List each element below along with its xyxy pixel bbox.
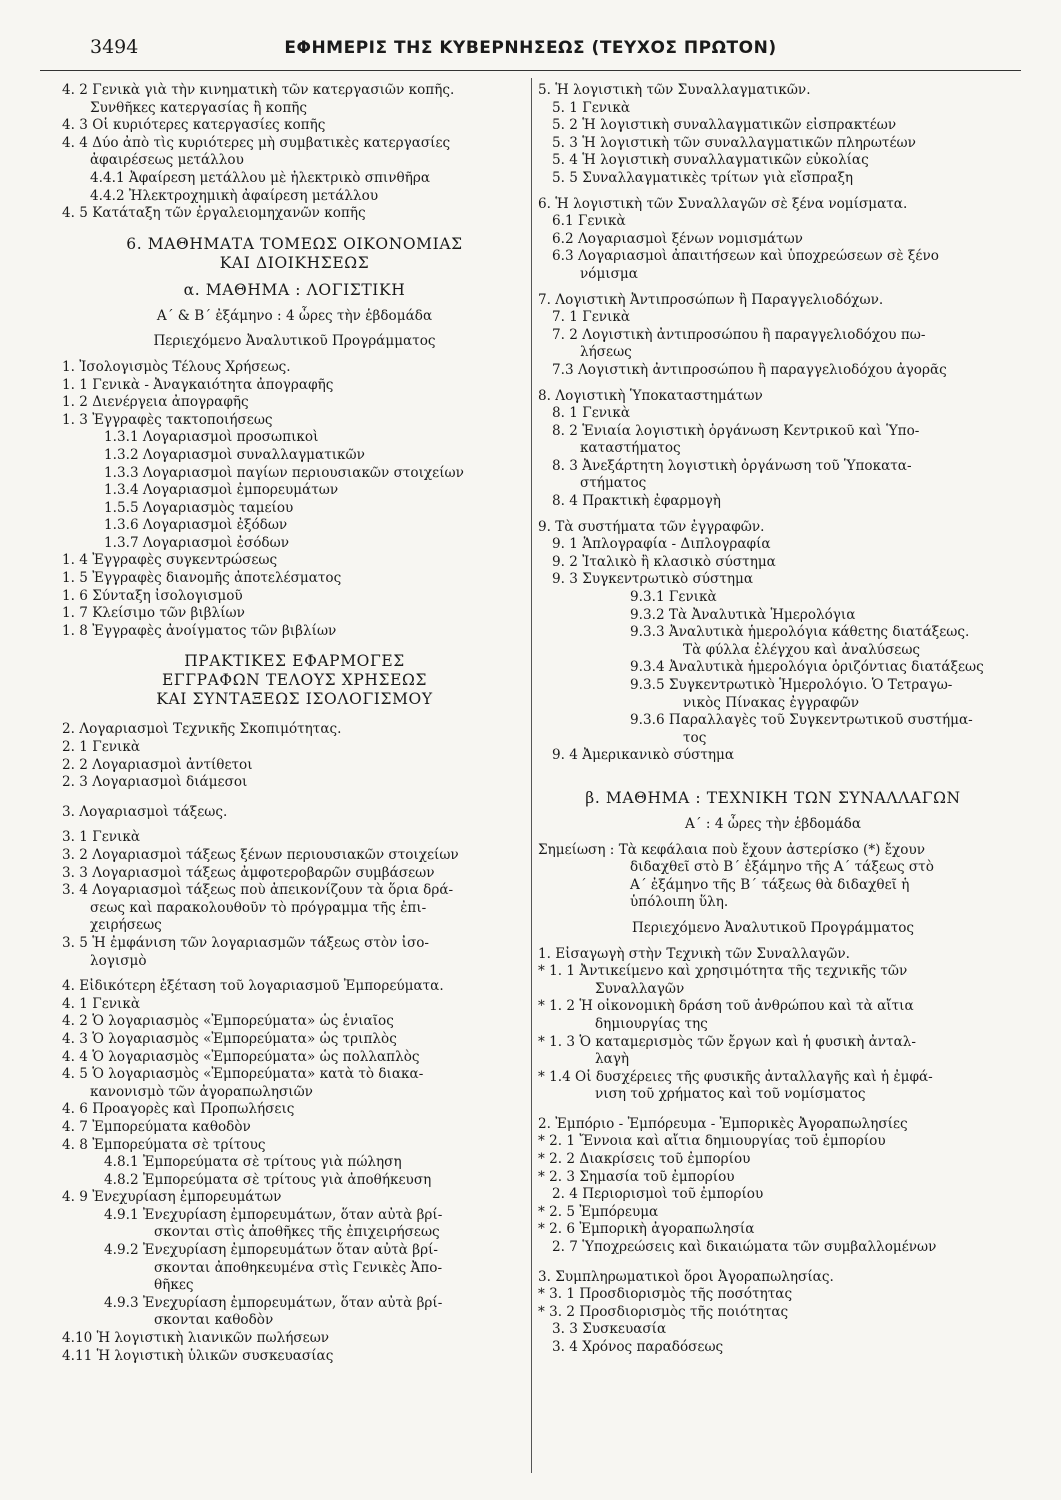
text-line: 1. 5 Ἐγγραφὲς διανομῆς ἀποτελέσματος [62, 570, 342, 587]
text-line: 2. 4 Περιορισμοὶ τοῦ ἐμπορίου [552, 1186, 764, 1203]
spacer [62, 640, 527, 652]
text-line: 9.3.1 Γενικὰ [630, 589, 717, 606]
text-line: 9.3.5 Συγκεντρωτικὸ Ἡμερολόγιο. Ὁ Τετραγω- [630, 677, 953, 693]
text-line: 6.3 Λογαριασμοὶ ἀπαιτήσεων καὶ ὑποχρεώσεων σὲ ξένο [552, 248, 939, 265]
text-line: σεως καὶ παρακολουθοῦν τὸ πρόγραμμα τῆς ἐπι- [90, 899, 427, 916]
text-line: 6.2 Λογαριασμοὶ ξένων νομισμάτων [552, 230, 803, 247]
text-line: θῆκες [154, 1277, 194, 1294]
text-line: * 2. 2 Διακρίσεις τοῦ ἐμπορίου [538, 1151, 751, 1168]
text-line: 1.3.2 Λογαριασμοὶ συναλλαγματικῶν [104, 446, 365, 463]
section-heading: ΠΡΑΚΤΙΚΕΣ ΕΦΑΡΜΟΓΕΣ [184, 652, 405, 671]
text-line: 4.8.1 Ἐμπορεύματα σὲ τρίτους γιὰ πώληση [104, 1154, 402, 1171]
text-line: 4.4.2 Ἠλεκτροχημικὴ ἀφαίρεση μετάλλου [90, 187, 379, 204]
text-line: 1.3.7 Λογαριασμοὶ ἐσόδων [104, 534, 289, 551]
text-line: Τὰ φύλλα ἐλέγχου καὶ ἀναλύσεως [683, 641, 921, 658]
text-line: 3. 4 Χρόνος παραδόσεως [552, 1339, 724, 1355]
text-line: 4.11 Ἡ λογιστικὴ ὑλικῶν συσκευασίας [62, 1347, 334, 1364]
text-line: * 1. 2 Ἡ οἰκονομικὴ δράση τοῦ ἀνθρώπου καὶ τὰ αἴτια [538, 998, 914, 1015]
text-line: 1. 4 Ἐγγραφὲς συγκεντρώσεως [62, 552, 278, 569]
text-line: λαγὴ [595, 1051, 630, 1068]
page-number: 3494 [90, 36, 139, 58]
text-line: * 3. 1 Προσδιορισμὸς τῆς ποσότητας [538, 1286, 793, 1303]
spacer [62, 351, 527, 359]
text-line: 3. 5 Ἡ ἐμφάνιση τῶν λογαριασμῶν τάξεως στὸν ἰσο- [62, 934, 430, 951]
text-line: Α΄ & Β΄ ἐξάμηνο : 4 ὧρες τὴν ἑβδομάδα [156, 307, 433, 324]
gazette-title: ΕΦΗΜΕΡΙΣ ΤΗΣ ΚΥΒΕΡΝΗΣΕΩΣ (ΤΕΥΧΟΣ ΠΡΩΤΟΝ) [284, 38, 777, 58]
text-line: 4. 1 Γενικὰ [62, 995, 141, 1012]
text-line: 7. Λογιστικὴ Ἀντιπροσώπων ἢ Παραγγελιοδόχων. [538, 291, 884, 308]
spacer [538, 1257, 1008, 1269]
text-line: 9.3.6 Παραλλαγὲς τοῦ Συγκεντρωτικοῦ συστήμα- [630, 712, 973, 729]
text-line: 4. 7 Ἐμπορεύματα καθοδὸν [62, 1118, 251, 1135]
text-line: 4.9.1 Ἐνεχυρίαση ἐμπορευμάτων, ὅταν αὐτὰ βρί- [104, 1206, 443, 1223]
text-line: 4. 2 Ὁ λογαριασμὸς «Ἐμπορεύματα» ὡς ἑνιαῖος [62, 1013, 394, 1030]
spacer [538, 834, 1008, 842]
text-line: 3. 3 Λογαριασμοὶ τάξεως ἀμφοτεροβαρῶν συμβάσεων [62, 864, 435, 881]
text-line: 5. 5 Συναλλαγματικὲς τρίτων γιὰ εἴσπραξη [552, 169, 854, 186]
text-line: 4. 5 Κατάταξη τῶν ἐργαλειομηχανῶν κοπῆς [62, 205, 366, 222]
text-line: Σημείωση : Τὰ κεφάλαια ποὺ ἔχουν ἀστερίσκο (*) ἔχουν [538, 841, 925, 858]
text-line: 7.3 Λογιστικὴ ἀντιπροσώπου ἢ παραγγελιοδόχου ἀγορᾶς [552, 361, 947, 378]
text-line: 4. 4 Ὁ λογαριασμὸς «Ἐμπορεύματα» ὡς πολλαπλὸς [62, 1048, 420, 1065]
spacer [62, 970, 527, 978]
text-line: 5. 4 Ἡ λογιστικὴ συναλλαγματικῶν εὐκολίας [552, 152, 869, 169]
text-line: 9.3.2 Τὰ Ἀναλυτικὰ Ἡμερολόγια [630, 606, 856, 623]
text-line: 1. Ἰσολογισμὸς Τέλους Χρήσεως. [62, 358, 291, 375]
text-line: Περιεχόμενο Ἀναλυτικοῦ Προγράμματος [631, 919, 915, 936]
text-line: 9.3.4 Ἀναλυτικὰ ἡμερολόγια ὁριζόντιας διατάξεως [630, 659, 984, 676]
text-line: 9. 1 Ἁπλογραφία - Διπλογραφία [552, 536, 771, 553]
text-line: 4. 4 Δύο ἀπὸ τὶς κυριότερες μὴ συμβατικὲς κατεργασίες [62, 134, 451, 151]
text-line: 4. 3 Οἱ κυριότερες κατεργασίες κοπῆς [62, 117, 326, 134]
column-divider [531, 78, 532, 1473]
section-heading: ΚΑΙ ΔΙΟΙΚΗΣΕΩΣ [219, 253, 370, 272]
spacer [538, 511, 1008, 519]
text-line: * 3. 2 Προσδιορισμὸς τῆς ποιότητας [538, 1303, 789, 1320]
text-line: 1.3.4 Λογαριασμοὶ ἐμπορευμάτων [104, 482, 339, 499]
text-line: 1.3.3 Λογαριασμοὶ παγίων περιουσιακῶν στοιχείων [104, 464, 464, 481]
text-line: 8. 3 Ἀνεξάρτητη λογιστικὴ ὀργάνωση τοῦ Ὑποκατα- [552, 457, 912, 474]
text-line: 3. Λογαριασμοὶ τάξεως. [62, 803, 228, 820]
text-line: 4.10 Ἡ λογιστικὴ λιανικῶν πωλήσεων [62, 1330, 330, 1347]
text-line: * 1. 3 Ὁ καταμερισμὸς τῶν ἔργων καὶ ἡ φυσικὴ ἀνταλ- [538, 1033, 916, 1050]
text-line: 3. 2 Λογαριασμοὶ τάξεως ξένων περιουσιακῶν στοιχείων [62, 847, 459, 863]
spacer [538, 188, 1008, 196]
text-line: 6. Ἡ λογιστικὴ τῶν Συναλλαγῶν σὲ ξένα νομίσματα. [538, 195, 908, 212]
text-line: 2. 1 Γενικὰ [62, 739, 141, 756]
text-line: 4.9.3 Ἐνεχυρίαση ἐμπορευμάτων, ὅταν αὐτὰ βρί- [104, 1294, 443, 1311]
section-heading: ΕΓΓΡΑΦΩΝ ΤΕΛΟΥΣ ΧΡΗΣΕΩΣ [161, 671, 428, 690]
text-line: 3. Συμπληρωματικοὶ ὅροι Ἀγοραπωλησίας. [538, 1268, 834, 1285]
text-line: * 2. 3 Σημασία τοῦ ἐμπορίου [538, 1168, 735, 1185]
text-line: 4. 6 Προαγορὲς καὶ Προπωλήσεις [62, 1101, 295, 1118]
spacer [538, 380, 1008, 388]
text-line: * 2. 5 Ἐμπόρευμα [538, 1203, 659, 1220]
text-line: 1. Εἰσαγωγὴ στὴν Τεχνικὴ τῶν Συναλλαγῶν. [538, 945, 850, 962]
text-line: 1. 1 Γενικὰ - Ἀναγκαιότητα ἀπογραφῆς [62, 376, 334, 393]
text-line: 3. 3 Συσκευασία [552, 1321, 667, 1338]
text-line: 3. 1 Γενικὰ [62, 829, 141, 846]
text-line: 4. 2 Γενικὰ γιὰ τὴν κινηματικὴ τῶν κατεργασιῶν κοπῆς. [62, 82, 455, 98]
text-line: 1. 3 Ἐγγραφὲς τακτοποιήσεως [62, 411, 273, 428]
text-line: νικὸς Πίνακας ἐγγραφῶν [683, 694, 860, 711]
text-line: σκονται καθοδὸν [154, 1312, 274, 1329]
text-line: 1.3.1 Λογαριασμοὶ προσωπικοὶ [104, 429, 319, 446]
spacer [62, 325, 527, 333]
text-line: νιση τοῦ χρήματος καὶ τοῦ νομίσματος [595, 1086, 866, 1103]
spacer [538, 765, 1008, 777]
spacer [62, 273, 527, 281]
text-line: * 1.4 Οἱ δυσχέρειες τῆς φυσικῆς ἀνταλλαγῆς καὶ ἡ ἐμφά- [538, 1068, 933, 1085]
spacer [62, 792, 527, 804]
text-line: χειρήσεως [90, 917, 162, 934]
text-line: 2. 7 Ὑποχρεώσεις καὶ δικαιώματα τῶν συμβαλλομένων [552, 1239, 937, 1256]
text-line: 1. 7 Κλείσιμο τῶν βιβλίων [62, 605, 245, 622]
text-line: 2. Ἐμπόριο - Ἐμπόρευμα - Ἐμπορικὲς Ἀγοραπωλησίες [538, 1115, 908, 1132]
text-line: 5. Ἡ λογιστικὴ τῶν Συναλλαγματικῶν. [538, 82, 811, 98]
text-line: 1.5.5 Λογαριασμὸς ταμείου [104, 499, 294, 516]
text-line: 7. 1 Γενικὰ [552, 309, 631, 326]
text-line: 4. 5 Ὁ λογαριασμὸς «Ἐμπορεύματα» κατὰ τὸ διακα- [62, 1066, 424, 1083]
text-line: 4. 9 Ἐνεχυρίαση ἐμπορευμάτων [62, 1189, 282, 1206]
text-line: 8. 1 Γενικὰ [552, 405, 631, 422]
text-line: 2. 3 Λογαριασμοὶ διάμεσοι [62, 774, 248, 791]
text-line: 9. 3 Συγκεντρωτικὸ σύστημα [552, 571, 754, 588]
text-line: * 2. 6 Ἐμπορικὴ ἀγοραπωλησία [538, 1221, 755, 1238]
text-line: σκονται ἀποθηκευμένα στὶς Γενικὲς Ἀπο- [154, 1259, 443, 1276]
spacer [538, 938, 1008, 946]
text-line: νόμισμα [580, 265, 638, 282]
spacer [538, 284, 1008, 292]
spacer [62, 223, 527, 235]
text-line: 1. 2 Διενέργεια ἀπογραφῆς [62, 394, 249, 411]
section-heading: 6. ΜΑΘΗΜΑΤΑ ΤΟΜΕΩΣ ΟΙΚΟΝΟΜΙΑΣ [126, 234, 463, 253]
text-line: 1. 8 Ἐγγραφὲς ἀνοίγματος τῶν βιβλίων [62, 622, 337, 639]
text-line: 8. Λογιστικὴ Ὑποκαταστημάτων [538, 387, 763, 404]
text-line: Α΄ : 4 ὧρες τὴν ἑβδομάδα [684, 815, 861, 832]
text-line: 2. 2 Λογαριασμοὶ ἀντίθετοι [62, 756, 253, 773]
text-line: λήσεως [580, 344, 632, 361]
text-line: 4. 3 Ὁ λογαριασμὸς «Ἐμπορεύματα» ὡς τριπλὸς [62, 1030, 397, 1047]
text-line: σκονται στὶς ἀποθῆκες τῆς ἐπιχειρήσεως [154, 1224, 440, 1241]
text-line: 9.3.3 Ἀναλυτικὰ ἡμερολόγια κάθετης διατάξεως. [630, 624, 970, 641]
text-line: διδαχθεῖ στὸ Β΄ ἐξάμηνο τῆς Α΄ τάξεως στὸ [630, 859, 934, 876]
left-column [62, 82, 527, 1365]
text-line: 2. Λογαριασμοὶ Τεχνικῆς Σκοπιμότητας. [62, 721, 342, 738]
text-line: λογισμὸ [90, 952, 147, 969]
spacer [538, 1104, 1008, 1116]
text-line: 4. Εἰδικότερη ἐξέταση τοῦ λογαριασμοῦ Ἐμπορεύματα. [62, 978, 444, 995]
text-line: * 1. 1 Ἀντικείμενο καὶ χρησιμότητα τῆς τεχνικῆς τῶν [538, 963, 908, 980]
text-line: 8. 2 Ἑνιαία λογιστικὴ ὀργάνωση Κεντρικοῦ καὶ Ὑπο- [552, 422, 920, 439]
text-line: 7. 2 Λογιστικὴ ἀντιπροσώπου ἢ παραγγελιοδόχου πω- [552, 326, 926, 343]
text-line: ὑπόλοιπη ὕλη. [630, 894, 729, 911]
text-line: δημιουργίας της [595, 1015, 708, 1032]
text-line: 5. 2 Ἡ λογιστικὴ συναλλαγματικῶν εἰσπρακτέων [552, 117, 897, 134]
text-line: στήματος [580, 475, 647, 492]
text-line: 1.3.6 Λογαριασμοὶ ἐξόδων [104, 517, 288, 534]
text-line: ἀφαιρέσεως μετάλλου [90, 152, 244, 169]
text-line: 9. 4 Ἀμερικανικὸ σύστημα [552, 747, 735, 764]
section-heading: ΚΑΙ ΣΥΝΤΑΞΕΩΣ ΙΣΟΛΟΓΙΣΜΟΥ [156, 690, 433, 709]
text-line: 3. 4 Λογαριασμοὶ τάξεως ποὺ ἀπεικονίζουν τὰ ὅρια δρά- [62, 882, 454, 899]
right-column [538, 82, 1008, 1357]
text-line: 4.9.2 Ἐνεχυρίαση ἐμπορευμάτων ὅταν αὐτὰ βρί- [104, 1242, 439, 1259]
text-line: 8. 4 Πρακτικὴ ἐφαρμογὴ [552, 493, 721, 510]
text-line: τος [683, 729, 707, 746]
text-line: Α΄ ἐξάμηνο τῆς Β΄ τάξεως θὰ διδαχθεῖ ἡ [630, 876, 910, 893]
text-line: Περιεχόμενο Ἀναλυτικοῦ Προγράμματος [153, 333, 436, 350]
spacer [538, 777, 1008, 789]
text-line: καταστήματος [580, 440, 681, 457]
spacer [62, 300, 527, 308]
text-line: 5. 1 Γενικὰ [552, 99, 631, 116]
page-header [40, 30, 1021, 71]
text-line: Συνθῆκες κατεργασίας ἢ κοπῆς [90, 99, 308, 116]
text-line: κανονισμὸ τῶν ἀγοραπωλησιῶν [90, 1083, 313, 1100]
text-line: 9. Τὰ συστήματα τῶν ἐγγραφῶν. [538, 518, 765, 535]
spacer [538, 808, 1008, 816]
spacer [538, 912, 1008, 920]
text-line: * 2. 1 Ἔννοια καὶ αἴτια δημιουργίας τοῦ ἐμπορίου [538, 1133, 886, 1150]
text-line: 4.8.2 Ἐμπορεύματα σὲ τρίτους γιὰ ἀποθήκευση [104, 1171, 432, 1188]
text-line: 4. 8 Ἐμπορεύματα σὲ τρίτους [62, 1136, 266, 1153]
section-heading: β. ΜΑΘΗΜΑ : ΤΕΧΝΙΚΗ ΤΩΝ ΣΥΝΑΛΛΑΓΩΝ [585, 788, 961, 807]
text-line: Συναλλαγῶν [595, 980, 685, 997]
spacer [62, 821, 527, 829]
text-line: 1. 6 Σύνταξη ἰσολογισμοῦ [62, 587, 243, 604]
text-line: 9. 2 Ἰταλικὸ ἢ κλασικὸ σύστημα [552, 553, 776, 570]
section-heading: α. ΜΑΘΗΜΑ : ΛΟΓΙΣΤΙΚΗ [183, 280, 406, 299]
text-line: 6.1 Γενικὰ [552, 213, 626, 230]
text-line: 5. 3 Ἡ λογιστικὴ τῶν συναλλαγματικῶν πληρωτέων [552, 134, 916, 151]
spacer [62, 709, 527, 721]
text-line: 4.4.1 Ἀφαίρεση μετάλλου μὲ ἠλεκτρικὸ σπινθῆρα [90, 169, 431, 186]
